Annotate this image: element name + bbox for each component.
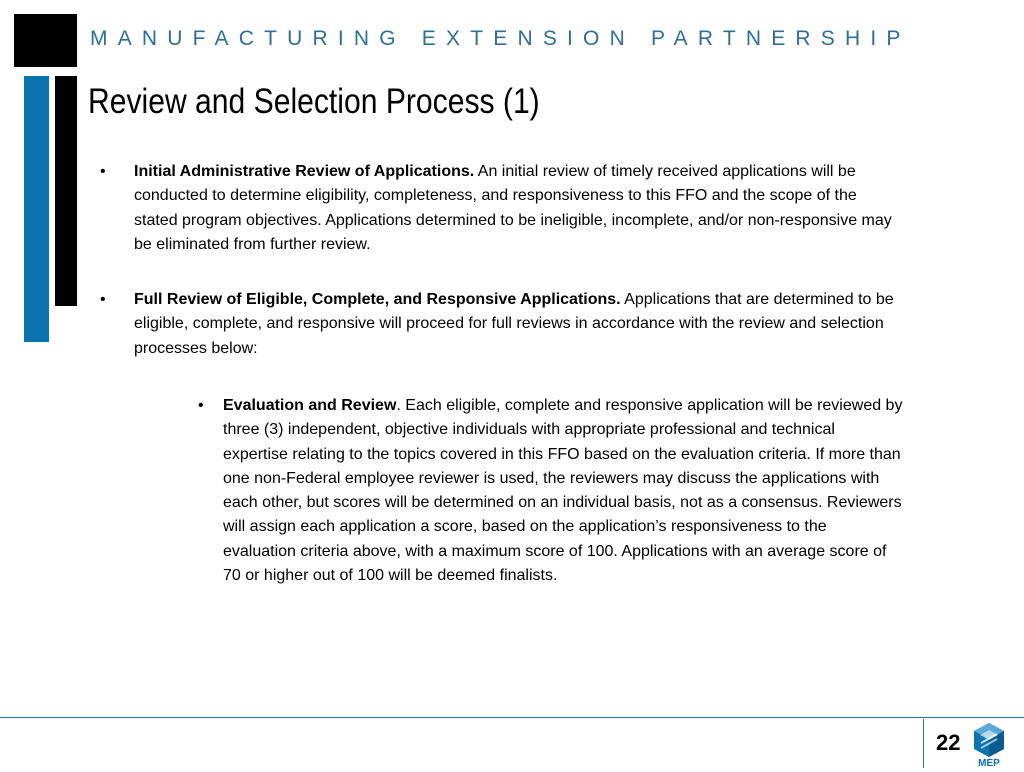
decorative-black-bar	[55, 76, 77, 306]
bullet-heading: Initial Administrative Review of Applications.	[134, 163, 475, 180]
sub-bullet-item-evaluation	[198, 394, 903, 588]
bullet-marker: •	[100, 163, 106, 180]
page-number: 22	[936, 730, 961, 755]
bullet-marker: •	[100, 291, 106, 308]
decorative-black-block	[14, 14, 77, 67]
bullet-heading: Full Review of Eligible, Complete, and Responsive Applications.	[134, 291, 621, 308]
bullet-item-full-review	[100, 288, 899, 361]
bullet-text: Applications that are determined to be eligible, complete, and responsive will proceed for full reviews in accordance with the review and selection processes below:	[134, 291, 894, 357]
footer-rule	[0, 717, 1024, 718]
mep-logo-graphic	[970, 721, 1008, 767]
bullet-marker: •	[198, 397, 204, 414]
slide-title: Review and Selection Process (1)	[88, 82, 540, 121]
bullet-text: . Each eligible, complete and responsive application will be reviewed by three (3) independent, objective individuals with appropriate professional and technical expertise relating to the topics covered in this FFO based on the evaluation criteria. If more than one non-Federal employee reviewer is used, the reviewers may discuss the applications with each other, but scores will be determined on an individual basis, not as a consensus. Reviewers will assign each application a score, based on the application’s responsiveness to the evaluation criteria above, with a maximum score of 100. Applications with an average score of 70 or higher out of 100 will be deemed finalists.	[223, 397, 903, 585]
decorative-blue-bar	[24, 76, 49, 342]
organization-banner: MANUFACTURING EXTENSION PARTNERSHIP	[90, 27, 911, 50]
mep-logo	[970, 721, 1008, 767]
bullet-text: An initial review of timely received applications will be conducted to determine eligibility, completeness, and responsiveness to this FFO and the scope of the stated program objectives. Applications determined to be ineligible, incomplete, and/or non-responsive may be eliminated from further review.	[134, 163, 892, 253]
bullet-heading: Evaluation and Review	[223, 397, 397, 414]
mep-logo-text: MEP	[978, 758, 1000, 767]
bullet-item-initial-review	[100, 160, 892, 257]
footer-divider	[923, 719, 924, 768]
